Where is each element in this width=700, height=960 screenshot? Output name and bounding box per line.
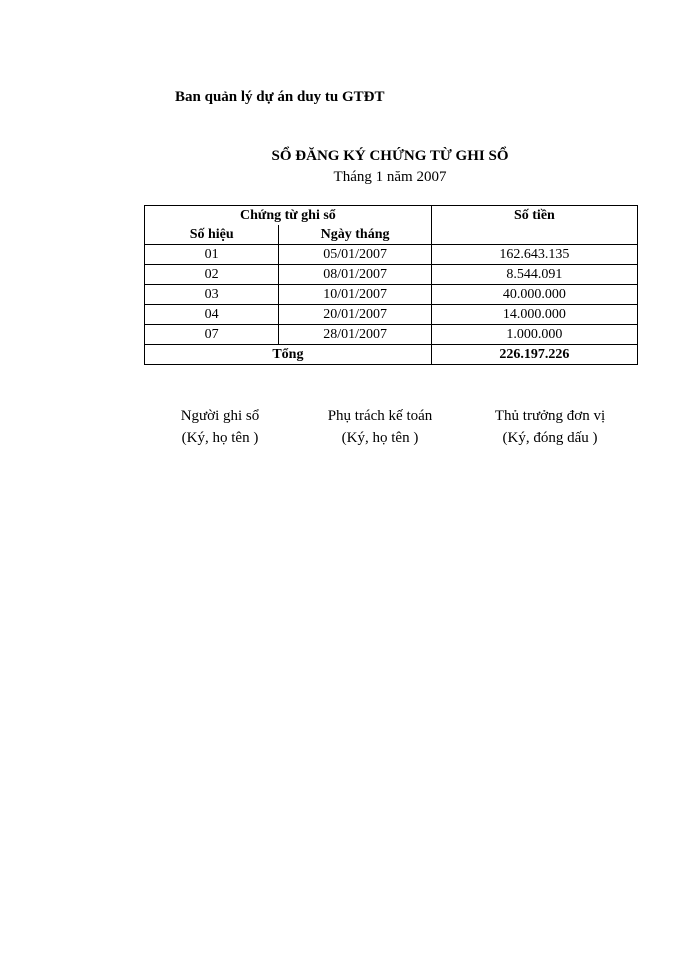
- voucher-number: 03: [145, 285, 279, 305]
- total-amount: 226.197.226: [431, 345, 637, 365]
- voucher-date: 08/01/2007: [279, 265, 431, 285]
- voucher-date: 20/01/2007: [279, 305, 431, 325]
- document-title: SỔ ĐĂNG KÝ CHỨNG TỪ GHI SỔ: [271, 148, 509, 164]
- voucher-register-table: [144, 205, 638, 365]
- voucher-amount: 8.544.091: [431, 265, 637, 285]
- amount-header-spacer: [431, 225, 637, 245]
- table-row: [145, 265, 638, 285]
- table-row: [145, 245, 638, 265]
- table-row: [145, 285, 638, 305]
- voucher-amount: 162.643.135: [431, 245, 637, 265]
- voucher-number: 07: [145, 325, 279, 345]
- document-period: Tháng 1 năm 2007: [333, 169, 447, 185]
- number-header: Số hiệu: [145, 225, 279, 245]
- voucher-date: 28/01/2007: [279, 325, 431, 345]
- table-subheader-row: [145, 225, 638, 245]
- table-header-row: [145, 206, 638, 226]
- voucher-number: 02: [145, 265, 279, 285]
- voucher-amount: 1.000.000: [431, 325, 637, 345]
- signature-note: (Ký, đóng dấu ): [502, 430, 598, 446]
- voucher-date: 05/01/2007: [279, 245, 431, 265]
- voucher-date: 10/01/2007: [279, 285, 431, 305]
- voucher-number: 04: [145, 305, 279, 325]
- voucher-amount: 40.000.000: [431, 285, 637, 305]
- signature-note: (Ký, họ tên ): [181, 430, 259, 446]
- signature-role: Thủ trưởng đơn vị: [494, 408, 606, 424]
- total-row: [145, 345, 638, 365]
- signature-role: Người ghi sổ: [180, 408, 260, 424]
- table-row: [145, 325, 638, 345]
- signature-block-accountant: [305, 405, 455, 449]
- signature-role: Phụ trách kế toán: [327, 408, 433, 424]
- voucher-group-header: Chứng từ ghi sổ: [145, 206, 432, 226]
- voucher-number: 01: [145, 245, 279, 265]
- organization-name: Ban quản lý dự án duy tu GTĐT: [175, 89, 385, 105]
- date-header: Ngày tháng: [279, 225, 431, 245]
- amount-header: Số tiền: [431, 206, 637, 226]
- voucher-amount: 14.000.000: [431, 305, 637, 325]
- signature-block-recorder: [150, 405, 290, 449]
- total-label: Tổng: [145, 345, 432, 365]
- signature-block-head: [475, 405, 625, 449]
- table-row: [145, 305, 638, 325]
- signature-note: (Ký, họ tên ): [341, 430, 419, 446]
